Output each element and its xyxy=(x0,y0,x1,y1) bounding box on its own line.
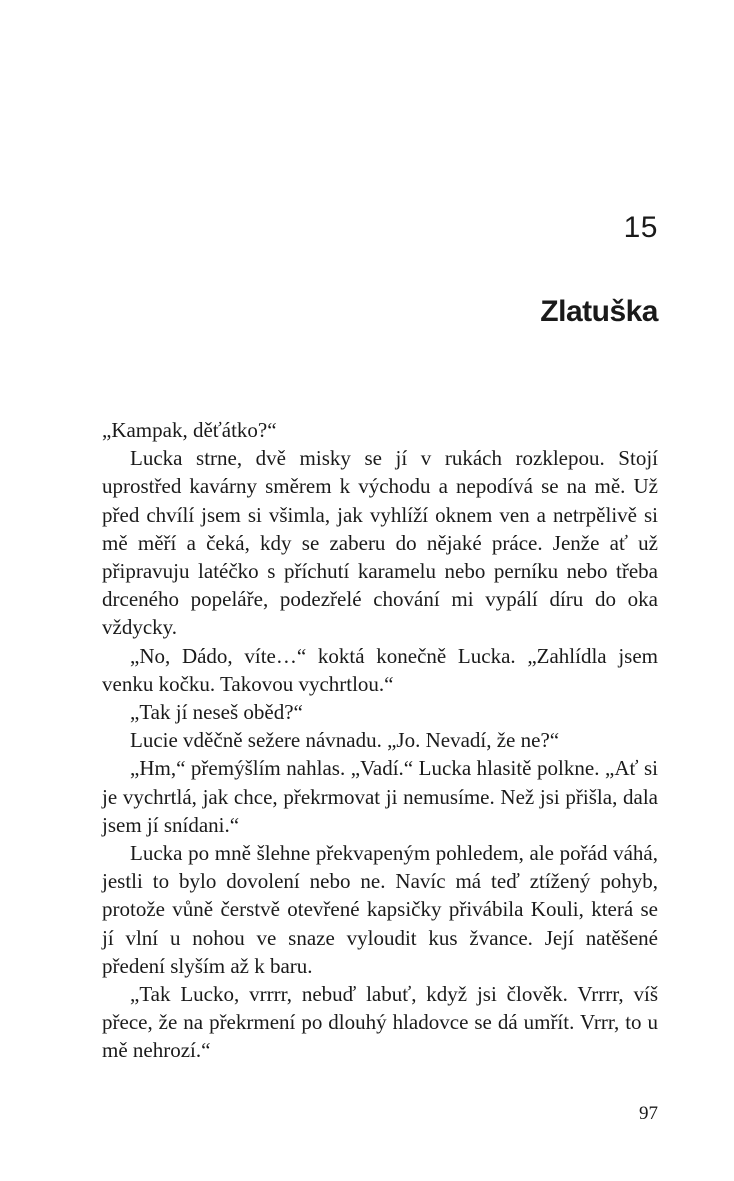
paragraph: „Kampak, děťátko?“ xyxy=(102,418,277,442)
paragraph: „No, Dádo, víte…“ koktá konečně Lucka. „Zahlídla jsem venku kočku. Takovou vychrtlou.“ xyxy=(102,643,658,696)
paragraph: „Tak Lucko, vrrrr, nebuď labuť, když jsi člověk. Vrrrr, víš přece, že na překrmení po dlouhý hladovce se dá umřít. Vrrr, to u mě nehrozí.“ xyxy=(102,982,658,1063)
page-number: 97 xyxy=(639,1103,658,1124)
chapter-number: 15 xyxy=(623,211,658,244)
paragraph: „Hm,“ přemýšlím nahlas. „Vadí.“ Lucka hlasitě polkne. „Ať si je vychrtlá, jak chce, překrmovat ji nemusíme. Než jsi přišla, dala jsem jí snídani.“ xyxy=(102,756,658,837)
paragraph: Lucka po mně šlehne překvapeným pohledem, ale pořád váhá, jestli to bylo dovolení nebo ne. Navíc má teď ztížený pohyb, protože vůně čerstvě otevřené kapsičky přivábila Kouli, která se jí vlní u nohou ve snaze vyloudit kus žvance. Její natěšené předení slyším až k baru. xyxy=(102,841,658,978)
paragraph: Lucie vděčně sežere návnadu. „Jo. Nevadí, že ne?“ xyxy=(130,728,560,753)
paragraph: „Tak jí neseš oběd?“ xyxy=(130,700,303,725)
paragraph: Lucka strne, dvě misky se jí v rukách rozklepou. Stojí uprostřed kavárny směrem k východu a nepodívá se na mě. Už před chvílí jsem si všimla, jak vyhlíží oknem ven a netrpělivě si mě měří a čeká, kdy se zaberu do nějaké práce. Jenže ať už připravuju latéčko s příchutí karamelu nebo perníku nebo třeba drceného popeláře, podezřelé chování mi vypálí díru do oka vždycky. xyxy=(102,446,658,640)
body-text xyxy=(102,416,658,1065)
chapter-title: Zlatuška xyxy=(540,295,658,328)
